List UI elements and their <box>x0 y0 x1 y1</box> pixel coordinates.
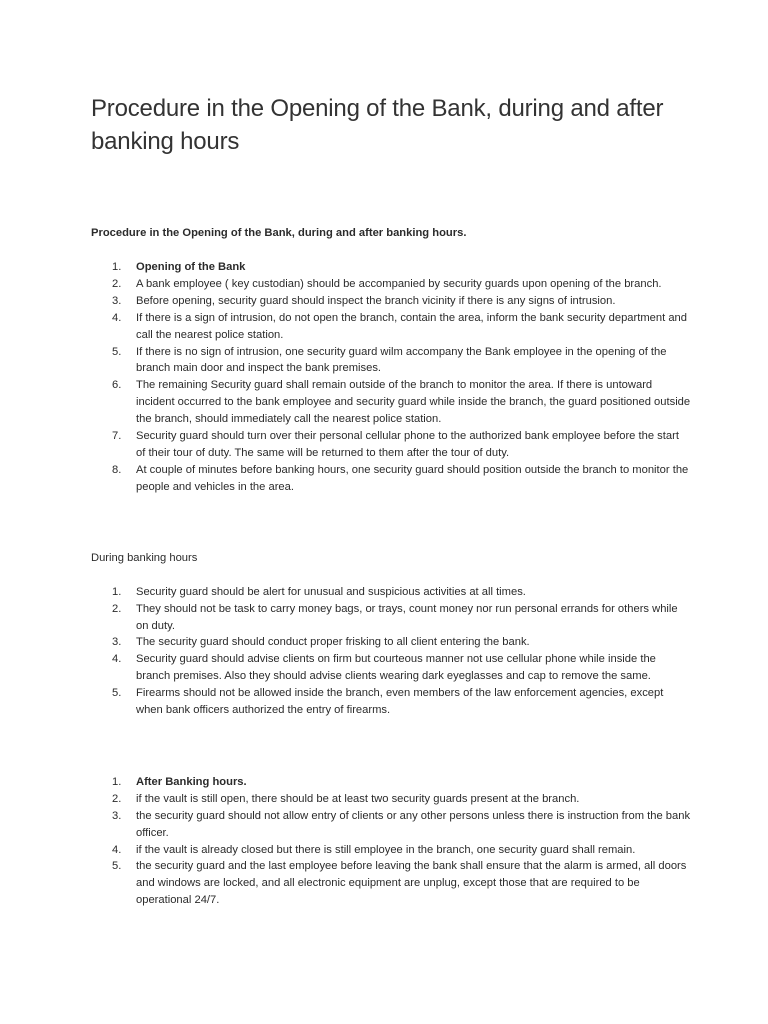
list-item <box>91 791 691 808</box>
list-item-text: The security guard should conduct proper frisking to all client entering the bank. <box>136 636 530 649</box>
list-number: 1. <box>112 775 122 788</box>
list-item-text: Security guard should be alert for unusual and suspicious activities at all times. <box>136 585 526 598</box>
list-item <box>91 808 691 842</box>
list-number: 1. <box>112 585 122 598</box>
list-item-text: If there is a sign of intrusion, do not open the branch, contain the area, inform the bank security department and call the nearest police station. <box>136 311 688 341</box>
list-item <box>91 344 691 378</box>
list-number: 1. <box>112 261 122 273</box>
list-item <box>91 584 691 601</box>
list-item <box>91 310 691 344</box>
list-item <box>91 651 691 685</box>
list-item <box>91 858 691 909</box>
list-item <box>91 428 691 462</box>
list-item-text: Security guard should turn over their personal cellular phone to the authorized bank employee before the start of their tour of duty. The same will be returned to them after the tour of duty. <box>136 430 679 459</box>
list-number: 8. <box>112 463 122 476</box>
list-item-text: If there is no sign of intrusion, one security guard wilm accompany the Bank employee in the opening of the branch main door and inspect the bank premises. <box>136 345 667 375</box>
list-item <box>91 377 691 428</box>
list-item <box>91 259 691 276</box>
list-item <box>91 634 691 651</box>
list-item-text: Opening of the Bank <box>136 261 246 273</box>
list-number: 3. <box>112 809 122 822</box>
list-number: 4. <box>112 843 122 856</box>
list-number: 6. <box>112 379 122 392</box>
list-number: 2. <box>112 792 122 805</box>
during-hours-list <box>91 584 691 719</box>
list-number: 5. <box>112 860 122 873</box>
list-item-text: the security guard should not allow entry of clients or any other persons unless there is instruction from the bank officer. <box>136 809 691 839</box>
list-number: 4. <box>112 311 122 324</box>
list-number: 4. <box>112 653 122 666</box>
list-item <box>91 685 691 719</box>
document-title: Procedure in the Opening of the Bank, during and after banking hours <box>91 95 664 155</box>
list-number: 2. <box>112 277 122 290</box>
section-heading-during: During banking hours <box>91 551 198 564</box>
section-heading-opening: Procedure in the Opening of the Bank, during and after banking hours. <box>91 227 467 239</box>
list-item <box>91 842 691 859</box>
opening-procedure-list <box>91 259 691 496</box>
list-item <box>91 293 691 310</box>
list-item-text: the security guard and the last employee before leaving the bank shall ensure that the alarm is armed, all doors and windows are locked, and all electronic equipment are unplug, except those that are required to be operational 24/7. <box>136 860 687 907</box>
document-page <box>91 92 691 909</box>
list-number: 2. <box>112 602 122 615</box>
list-item-text: After Banking hours. <box>136 775 247 788</box>
list-item <box>91 601 691 635</box>
list-item-text: A bank employee ( key custodian) should be accompanied by security guards upon opening of the branch. <box>136 277 662 290</box>
after-hours-list <box>91 774 691 909</box>
list-number: 3. <box>112 636 122 649</box>
list-item-text: Firearms should not be allowed inside the branch, even members of the law enforcement agencies, except when bank officers authorized the entry of firearms. <box>136 687 664 717</box>
list-item-text: if the vault is still open, there should be at least two security guards present at the branch. <box>136 792 580 805</box>
list-item <box>91 462 691 496</box>
list-item-text: The remaining Security guard shall remain outside of the branch to monitor the area. If there is untoward incident occurred to the bank employee and security guard while inside the branch, the guard positioned outside the branch, should immediately call the nearest police station. <box>136 379 691 426</box>
list-item-text: Before opening, security guard should inspect the branch vicinity if there is any signs of intrusion. <box>136 294 616 307</box>
list-item <box>91 276 691 293</box>
list-number: 7. <box>112 430 122 443</box>
list-number: 3. <box>112 294 122 307</box>
list-number: 5. <box>112 687 122 700</box>
list-item <box>91 774 691 791</box>
list-item-text: At couple of minutes before banking hours, one security guard should position outside the branch to monitor the people and vehicles in the area. <box>136 463 689 493</box>
list-item-text: Security guard should advise clients on firm but courteous manner not use cellular phone while inside the branch premises. Also they should advise clients wearing dark eyeglasses and cap to remove the same. <box>136 653 656 683</box>
list-item-text: if the vault is already closed but there is still employee in the branch, one security guard shall remain. <box>136 843 636 856</box>
list-number: 5. <box>112 345 122 358</box>
list-item-text: They should not be task to carry money bags, or trays, count money nor run personal errands for others while on duty. <box>136 602 678 632</box>
